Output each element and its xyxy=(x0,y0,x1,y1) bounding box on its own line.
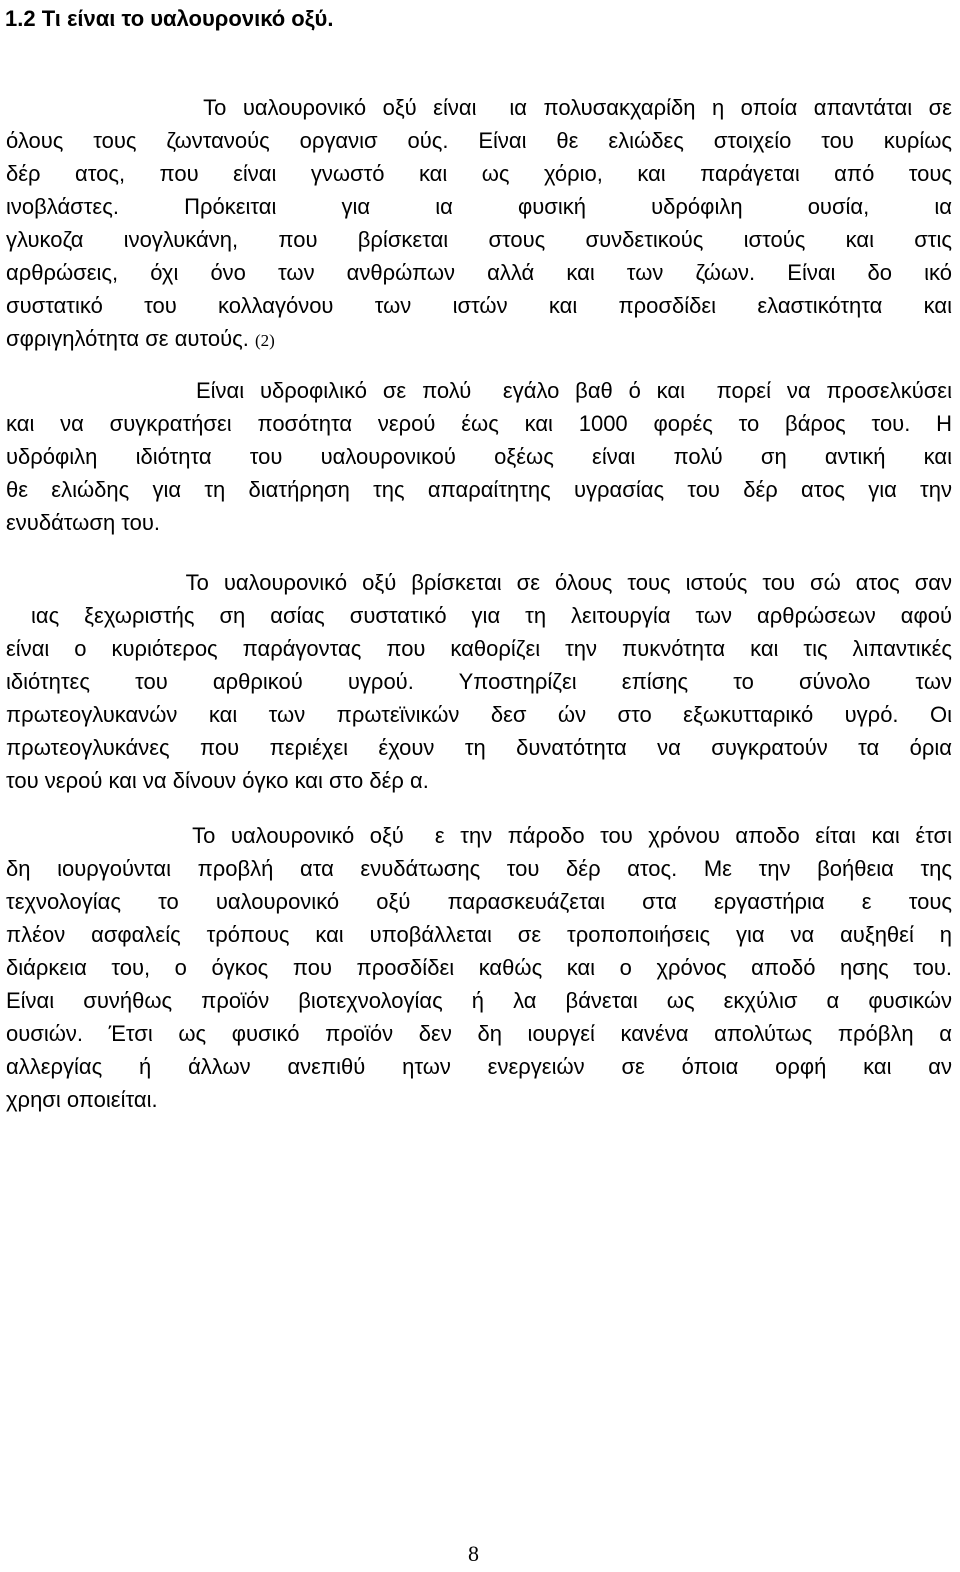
paragraph-line: διάρκεια του, ο όγκος που προσδίδει καθώς και ο χρόνος αποδό ησης του. xyxy=(6,955,952,980)
paragraph-line: αρθρώσεις, όχι όνο των ανθρώπων αλλά και των ζώων. Είναι δο ικό xyxy=(6,260,952,285)
paragraph-line: Το υαλουρονικό οξύ είναι ια πολυσακχαρίδη η οποία απαντάται σε xyxy=(6,95,952,120)
paragraph-line-last: χρησι οποιείται. xyxy=(6,1087,158,1112)
paragraph-line-last xyxy=(6,322,952,355)
section-heading: 1.2 Τι είναι το υαλουρονικό οξύ. xyxy=(5,6,334,31)
paragraph-line-text: σφριγηλότητα σε αυτούς. xyxy=(6,326,249,351)
paragraph-line: πρωτεογλυκάνες που περιέχει έχουν τη δυνατότητα να συγκρατούν τα όρια xyxy=(6,735,952,760)
paragraph-line: Είναι υδροφιλικό σε πολύ εγάλο βαθ ό και πορεί να προσελκύσει xyxy=(6,378,952,403)
paragraph-line: πρωτεογλυκανών και των πρωτεϊνικών δεσ ών στο εξωκυτταρικό υγρό. Οι xyxy=(6,702,952,727)
paragraph-line: Το υαλουρονικό οξύ βρίσκεται σε όλους τους ιστούς του σώ ατος σαν xyxy=(6,570,952,595)
paragraph-line: υδρόφιλη ιδιότητα του υαλουρονικού οξέως είναι πολύ ση αντική και xyxy=(6,444,952,469)
paragraph-line: είναι ο κυριότερος παράγοντας που καθορίζει την πυκνότητα και τις λιπαντικές xyxy=(6,636,952,661)
paragraph-line: ινοβλάστες. Πρόκειται για ια φυσική υδρόφιλη ουσία, ια xyxy=(6,194,952,219)
paragraph-line: Το υαλουρονικό οξύ ε την πάροδο του χρόνου αποδο είται και έτσι xyxy=(6,823,952,848)
paragraph-line: ουσιών. Έτσι ως φυσικό προϊόν δεν δη ιουργεί κανένα απολύτως πρόβλη α xyxy=(6,1021,952,1046)
paragraph-line: ιας ξεχωριστής ση ασίας συστατικό για τη λειτουργία των αρθρώσεων αφού xyxy=(6,603,952,628)
paragraph-1 xyxy=(6,91,952,355)
paragraph-line-last: του νερού και να δίνουν όγκο και στο δέρ α. xyxy=(6,768,429,793)
citation-reference: (2) xyxy=(254,331,275,350)
paragraph-2 xyxy=(6,374,952,539)
paragraph-3 xyxy=(6,566,952,797)
paragraph-line: συστατικό του κολλαγόνου των ιστών και προσδίδει ελαστικότητα και xyxy=(6,293,952,318)
paragraph-line: όλους τους ζωντανούς οργανισ ούς. Είναι θε ελιώδες στοιχείο του κυρίως xyxy=(6,128,952,153)
page-number: 8 xyxy=(468,1541,479,1566)
paragraph-line: τεχνολογίας το υαλουρονικό οξύ παρασκευάζεται στα εργαστήρια ε τους xyxy=(6,889,952,914)
paragraph-line: δέρ ατος, που είναι γνωστό και ως χόριο, και παράγεται από τους xyxy=(6,161,952,186)
paragraph-line: Είναι συνήθως προϊόν βιοτεχνολογίας ή λα βάνεται ως εκχύλισ α φυσικών xyxy=(6,988,952,1013)
paragraph-line-last: ενυδάτωση του. xyxy=(6,510,161,535)
paragraph-line: αλλεργίας ή άλλων ανεπιθύ ητων ενεργειών σε όποια ορφή και αν xyxy=(6,1054,952,1079)
paragraph-line: γλυκοζα ινογλυκάνη, που βρίσκεται στους συνδετικούς ιστούς και στις xyxy=(6,227,952,252)
paragraph-line: δη ιουργούνται προβλή ατα ενυδάτωσης του δέρ ατος. Με την βοήθεια της xyxy=(6,856,952,881)
paragraph-4 xyxy=(6,819,952,1116)
paragraph-line: και να συγκρατήσει ποσότητα νερού έως και 1000 φορές το βάρος του. Η xyxy=(6,411,952,436)
paragraph-line: ιδιότητες του αρθρικού υγρού. Υποστηρίζει επίσης το σύνολο των xyxy=(6,669,952,694)
paragraph-line: θε ελιώδης για τη διατήρηση της απαραίτητης υγρασίας του δέρ ατος για την xyxy=(6,477,952,502)
paragraph-line: πλέον ασφαλείς τρόπους και υποβάλλεται σε τροποποιήσεις για να αυξηθεί η xyxy=(6,922,952,947)
